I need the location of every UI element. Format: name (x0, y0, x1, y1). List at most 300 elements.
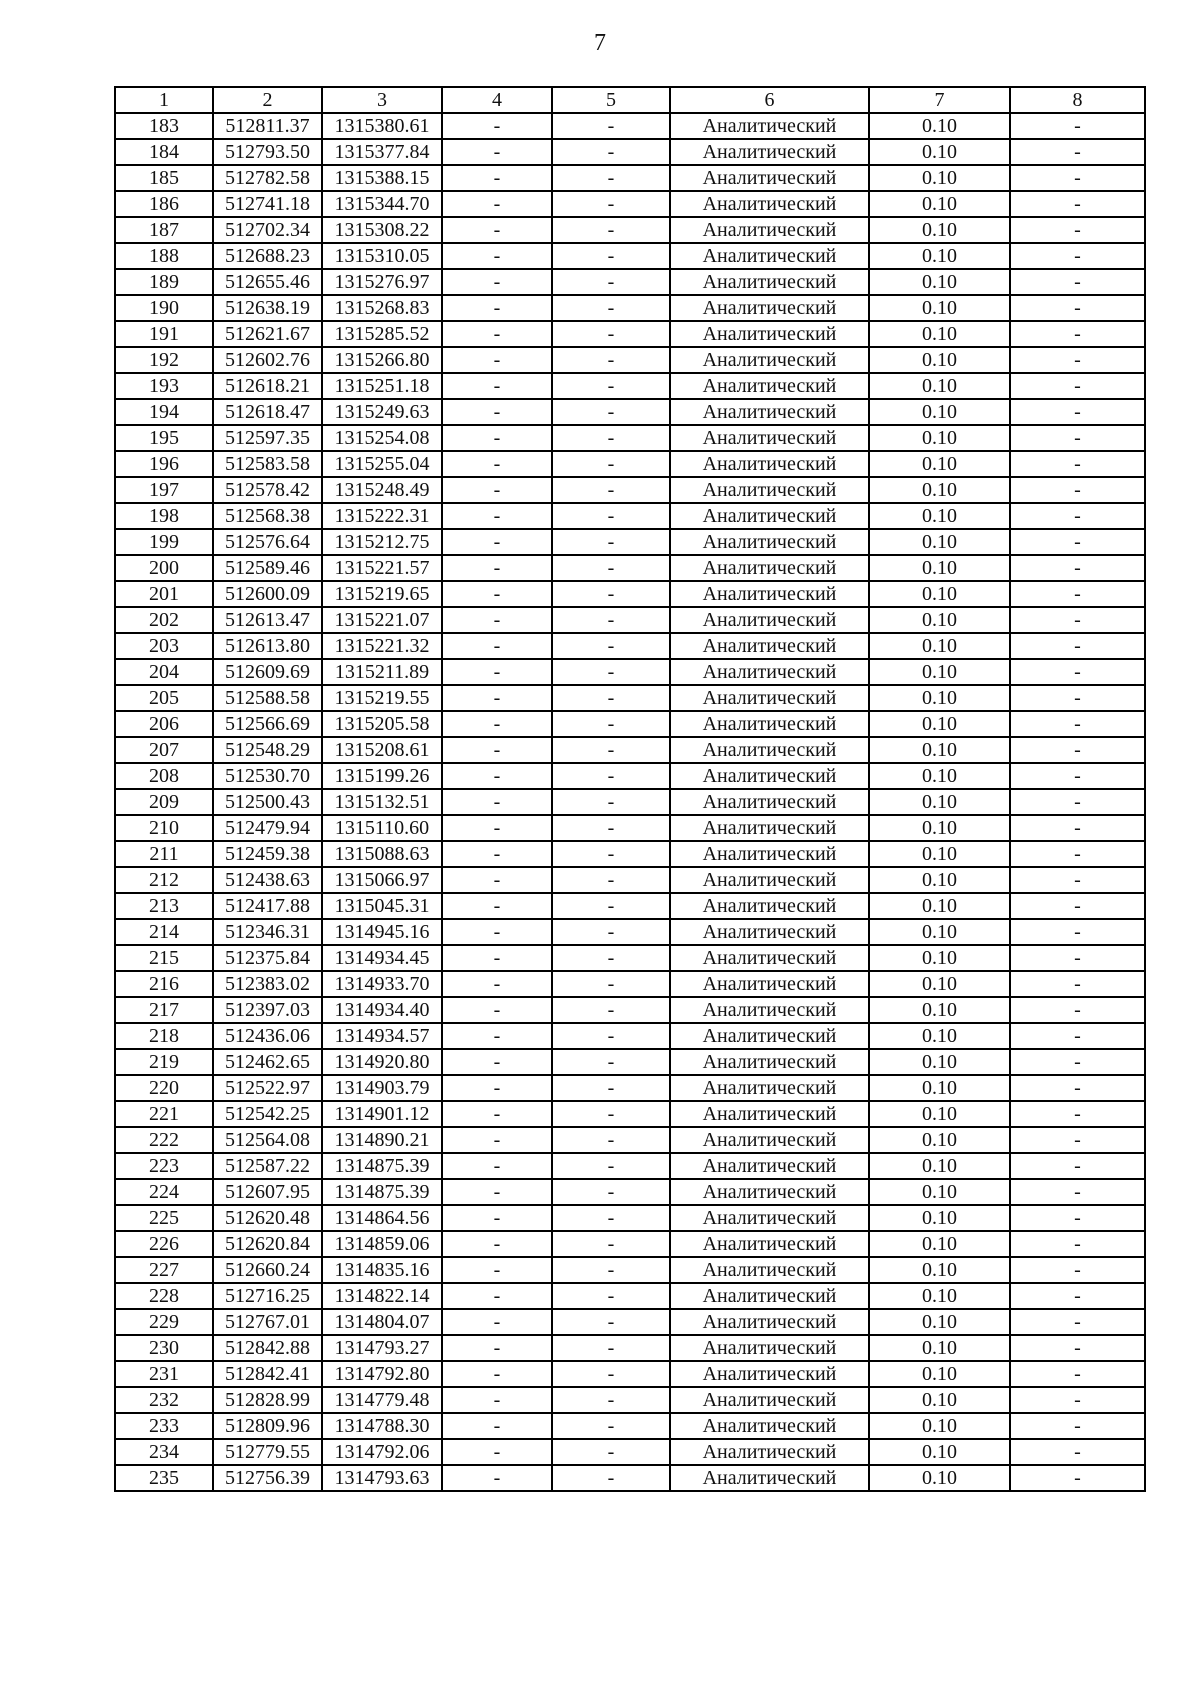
column-5-cell: - (552, 347, 670, 373)
accuracy-cell: 0.10 (869, 347, 1010, 373)
y-coordinate-cell: 1315222.31 (322, 503, 442, 529)
x-coordinate-cell: 512688.23 (213, 243, 322, 269)
column-4-cell: - (442, 191, 552, 217)
point-number-cell: 194 (115, 399, 213, 425)
y-coordinate-cell: 1314933.70 (322, 971, 442, 997)
x-coordinate-cell: 512793.50 (213, 139, 322, 165)
column-8-cell: - (1010, 919, 1145, 945)
column-8-cell: - (1010, 1439, 1145, 1465)
column-5-cell: - (552, 165, 670, 191)
column-5-cell: - (552, 1413, 670, 1439)
method-cell: Аналитический (670, 1127, 869, 1153)
point-number-cell: 215 (115, 945, 213, 971)
method-cell: Аналитический (670, 1049, 869, 1075)
point-number-cell: 227 (115, 1257, 213, 1283)
x-coordinate-cell: 512602.76 (213, 347, 322, 373)
method-cell: Аналитический (670, 841, 869, 867)
x-coordinate-cell: 512741.18 (213, 191, 322, 217)
column-8-cell: - (1010, 451, 1145, 477)
column-8-cell: - (1010, 1257, 1145, 1283)
table-row (115, 1413, 1145, 1439)
table-row (115, 139, 1145, 165)
accuracy-cell: 0.10 (869, 945, 1010, 971)
column-8-cell: - (1010, 1231, 1145, 1257)
column-header: 5 (552, 87, 670, 113)
column-8-cell: - (1010, 529, 1145, 555)
column-4-cell: - (442, 165, 552, 191)
column-5-cell: - (552, 113, 670, 139)
point-number-cell: 184 (115, 139, 213, 165)
x-coordinate-cell: 512583.58 (213, 451, 322, 477)
accuracy-cell: 0.10 (869, 685, 1010, 711)
x-coordinate-cell: 512459.38 (213, 841, 322, 867)
x-coordinate-cell: 512500.43 (213, 789, 322, 815)
table-row (115, 1465, 1145, 1491)
accuracy-cell: 0.10 (869, 607, 1010, 633)
x-coordinate-cell: 512588.58 (213, 685, 322, 711)
accuracy-cell: 0.10 (869, 659, 1010, 685)
method-cell: Аналитический (670, 1179, 869, 1205)
y-coordinate-cell: 1315344.70 (322, 191, 442, 217)
accuracy-cell: 0.10 (869, 581, 1010, 607)
point-number-cell: 214 (115, 919, 213, 945)
column-4-cell: - (442, 841, 552, 867)
column-8-cell: - (1010, 1465, 1145, 1491)
accuracy-cell: 0.10 (869, 1231, 1010, 1257)
column-4-cell: - (442, 1361, 552, 1387)
column-5-cell: - (552, 529, 670, 555)
point-number-cell: 193 (115, 373, 213, 399)
point-number-cell: 190 (115, 295, 213, 321)
table-row (115, 815, 1145, 841)
column-8-cell: - (1010, 893, 1145, 919)
accuracy-cell: 0.10 (869, 503, 1010, 529)
x-coordinate-cell: 512609.69 (213, 659, 322, 685)
point-number-cell: 231 (115, 1361, 213, 1387)
y-coordinate-cell: 1314903.79 (322, 1075, 442, 1101)
y-coordinate-cell: 1314804.07 (322, 1309, 442, 1335)
column-8-cell: - (1010, 1205, 1145, 1231)
accuracy-cell: 0.10 (869, 451, 1010, 477)
point-number-cell: 203 (115, 633, 213, 659)
x-coordinate-cell: 512618.47 (213, 399, 322, 425)
table-row (115, 1309, 1145, 1335)
accuracy-cell: 0.10 (869, 763, 1010, 789)
accuracy-cell: 0.10 (869, 113, 1010, 139)
accuracy-cell: 0.10 (869, 1127, 1010, 1153)
table-row (115, 867, 1145, 893)
method-cell: Аналитический (670, 1075, 869, 1101)
column-4-cell: - (442, 581, 552, 607)
method-cell: Аналитический (670, 503, 869, 529)
accuracy-cell: 0.10 (869, 737, 1010, 763)
table-row (115, 581, 1145, 607)
accuracy-cell: 0.10 (869, 1257, 1010, 1283)
column-5-cell: - (552, 633, 670, 659)
table-row (115, 321, 1145, 347)
accuracy-cell: 0.10 (869, 295, 1010, 321)
point-number-cell: 229 (115, 1309, 213, 1335)
y-coordinate-cell: 1315251.18 (322, 373, 442, 399)
table-row (115, 1049, 1145, 1075)
point-number-cell: 216 (115, 971, 213, 997)
column-5-cell: - (552, 269, 670, 295)
column-8-cell: - (1010, 399, 1145, 425)
accuracy-cell: 0.10 (869, 1387, 1010, 1413)
y-coordinate-cell: 1315219.65 (322, 581, 442, 607)
column-5-cell: - (552, 321, 670, 347)
table-row (115, 1257, 1145, 1283)
point-number-cell: 191 (115, 321, 213, 347)
method-cell: Аналитический (670, 425, 869, 451)
y-coordinate-cell: 1315205.58 (322, 711, 442, 737)
column-4-cell: - (442, 555, 552, 581)
column-8-cell: - (1010, 815, 1145, 841)
column-4-cell: - (442, 1231, 552, 1257)
column-5-cell: - (552, 1153, 670, 1179)
column-8-cell: - (1010, 139, 1145, 165)
column-4-cell: - (442, 893, 552, 919)
column-5-cell: - (552, 893, 670, 919)
accuracy-cell: 0.10 (869, 191, 1010, 217)
method-cell: Аналитический (670, 1465, 869, 1491)
y-coordinate-cell: 1314788.30 (322, 1413, 442, 1439)
y-coordinate-cell: 1314864.56 (322, 1205, 442, 1231)
accuracy-cell: 0.10 (869, 893, 1010, 919)
column-8-cell: - (1010, 477, 1145, 503)
point-number-cell: 211 (115, 841, 213, 867)
column-4-cell: - (442, 1049, 552, 1075)
column-8-cell: - (1010, 1335, 1145, 1361)
point-number-cell: 220 (115, 1075, 213, 1101)
point-number-cell: 221 (115, 1101, 213, 1127)
table-row (115, 1205, 1145, 1231)
table-row (115, 1127, 1145, 1153)
column-8-cell: - (1010, 685, 1145, 711)
method-cell: Аналитический (670, 217, 869, 243)
y-coordinate-cell: 1314822.14 (322, 1283, 442, 1309)
column-5-cell: - (552, 945, 670, 971)
column-5-cell: - (552, 1179, 670, 1205)
column-header: 3 (322, 87, 442, 113)
accuracy-cell: 0.10 (869, 425, 1010, 451)
method-cell: Аналитический (670, 1387, 869, 1413)
method-cell: Аналитический (670, 971, 869, 997)
table-row (115, 217, 1145, 243)
point-number-cell: 188 (115, 243, 213, 269)
column-5-cell: - (552, 841, 670, 867)
x-coordinate-cell: 512578.42 (213, 477, 322, 503)
x-coordinate-cell: 512462.65 (213, 1049, 322, 1075)
x-coordinate-cell: 512530.70 (213, 763, 322, 789)
column-5-cell: - (552, 581, 670, 607)
point-number-cell: 195 (115, 425, 213, 451)
point-number-cell: 183 (115, 113, 213, 139)
x-coordinate-cell: 512842.88 (213, 1335, 322, 1361)
table-row (115, 685, 1145, 711)
accuracy-cell: 0.10 (869, 529, 1010, 555)
column-8-cell: - (1010, 841, 1145, 867)
column-8-cell: - (1010, 737, 1145, 763)
column-8-cell: - (1010, 1075, 1145, 1101)
method-cell: Аналитический (670, 1361, 869, 1387)
method-cell: Аналитический (670, 1335, 869, 1361)
column-8-cell: - (1010, 555, 1145, 581)
x-coordinate-cell: 512438.63 (213, 867, 322, 893)
y-coordinate-cell: 1315219.55 (322, 685, 442, 711)
table-row (115, 997, 1145, 1023)
table-row (115, 555, 1145, 581)
method-cell: Аналитический (670, 1101, 869, 1127)
table-row (115, 503, 1145, 529)
column-8-cell: - (1010, 347, 1145, 373)
column-5-cell: - (552, 1049, 670, 1075)
x-coordinate-cell: 512782.58 (213, 165, 322, 191)
accuracy-cell: 0.10 (869, 789, 1010, 815)
table-row (115, 1101, 1145, 1127)
column-5-cell: - (552, 1101, 670, 1127)
y-coordinate-cell: 1315088.63 (322, 841, 442, 867)
point-number-cell: 205 (115, 685, 213, 711)
table-row (115, 633, 1145, 659)
column-5-cell: - (552, 139, 670, 165)
column-header: 4 (442, 87, 552, 113)
column-5-cell: - (552, 737, 670, 763)
y-coordinate-cell: 1314779.48 (322, 1387, 442, 1413)
accuracy-cell: 0.10 (869, 217, 1010, 243)
point-number-cell: 210 (115, 815, 213, 841)
column-4-cell: - (442, 1283, 552, 1309)
method-cell: Аналитический (670, 945, 869, 971)
accuracy-cell: 0.10 (869, 139, 1010, 165)
table-row (115, 1335, 1145, 1361)
x-coordinate-cell: 512479.94 (213, 815, 322, 841)
column-4-cell: - (442, 1387, 552, 1413)
column-4-cell: - (442, 1439, 552, 1465)
column-5-cell: - (552, 711, 670, 737)
table-row (115, 841, 1145, 867)
column-8-cell: - (1010, 165, 1145, 191)
column-5-cell: - (552, 1127, 670, 1153)
method-cell: Аналитический (670, 1023, 869, 1049)
column-4-cell: - (442, 945, 552, 971)
x-coordinate-cell: 512397.03 (213, 997, 322, 1023)
accuracy-cell: 0.10 (869, 633, 1010, 659)
column-5-cell: - (552, 1205, 670, 1231)
y-coordinate-cell: 1314890.21 (322, 1127, 442, 1153)
column-4-cell: - (442, 1153, 552, 1179)
method-cell: Аналитический (670, 997, 869, 1023)
column-5-cell: - (552, 243, 670, 269)
y-coordinate-cell: 1314934.57 (322, 1023, 442, 1049)
column-4-cell: - (442, 477, 552, 503)
column-4-cell: - (442, 997, 552, 1023)
point-number-cell: 199 (115, 529, 213, 555)
y-coordinate-cell: 1315212.75 (322, 529, 442, 555)
column-8-cell: - (1010, 1153, 1145, 1179)
point-number-cell: 232 (115, 1387, 213, 1413)
x-coordinate-cell: 512660.24 (213, 1257, 322, 1283)
method-cell: Аналитический (670, 555, 869, 581)
table-row (115, 269, 1145, 295)
y-coordinate-cell: 1314945.16 (322, 919, 442, 945)
column-header: 6 (670, 87, 869, 113)
point-number-cell: 202 (115, 607, 213, 633)
accuracy-cell: 0.10 (869, 165, 1010, 191)
point-number-cell: 226 (115, 1231, 213, 1257)
column-8-cell: - (1010, 269, 1145, 295)
method-cell: Аналитический (670, 581, 869, 607)
method-cell: Аналитический (670, 815, 869, 841)
x-coordinate-cell: 512375.84 (213, 945, 322, 971)
accuracy-cell: 0.10 (869, 1153, 1010, 1179)
table-row (115, 529, 1145, 555)
method-cell: Аналитический (670, 1231, 869, 1257)
method-cell: Аналитический (670, 659, 869, 685)
table-row (115, 451, 1145, 477)
y-coordinate-cell: 1315308.22 (322, 217, 442, 243)
x-coordinate-cell: 512613.47 (213, 607, 322, 633)
column-5-cell: - (552, 503, 670, 529)
table-row (115, 295, 1145, 321)
y-coordinate-cell: 1315199.26 (322, 763, 442, 789)
accuracy-cell: 0.10 (869, 1179, 1010, 1205)
accuracy-cell: 0.10 (869, 269, 1010, 295)
y-coordinate-cell: 1314859.06 (322, 1231, 442, 1257)
table-row (115, 659, 1145, 685)
x-coordinate-cell: 512842.41 (213, 1361, 322, 1387)
point-number-cell: 217 (115, 997, 213, 1023)
table-row (115, 1361, 1145, 1387)
column-5-cell: - (552, 477, 670, 503)
accuracy-cell: 0.10 (869, 477, 1010, 503)
y-coordinate-cell: 1315066.97 (322, 867, 442, 893)
point-number-cell: 200 (115, 555, 213, 581)
column-8-cell: - (1010, 1283, 1145, 1309)
table-row (115, 243, 1145, 269)
table-row (115, 971, 1145, 997)
accuracy-cell: 0.10 (869, 1439, 1010, 1465)
x-coordinate-cell: 512702.34 (213, 217, 322, 243)
y-coordinate-cell: 1315255.04 (322, 451, 442, 477)
accuracy-cell: 0.10 (869, 815, 1010, 841)
table-row (115, 373, 1145, 399)
x-coordinate-cell: 512716.25 (213, 1283, 322, 1309)
column-5-cell: - (552, 867, 670, 893)
x-coordinate-cell: 512811.37 (213, 113, 322, 139)
point-number-cell: 234 (115, 1439, 213, 1465)
accuracy-cell: 0.10 (869, 1101, 1010, 1127)
column-8-cell: - (1010, 113, 1145, 139)
table-row (115, 1023, 1145, 1049)
table-row (115, 113, 1145, 139)
column-5-cell: - (552, 815, 670, 841)
column-8-cell: - (1010, 1361, 1145, 1387)
point-number-cell: 208 (115, 763, 213, 789)
x-coordinate-cell: 512638.19 (213, 295, 322, 321)
x-coordinate-cell: 512621.67 (213, 321, 322, 347)
method-cell: Аналитический (670, 789, 869, 815)
table-row (115, 165, 1145, 191)
x-coordinate-cell: 512809.96 (213, 1413, 322, 1439)
y-coordinate-cell: 1315132.51 (322, 789, 442, 815)
x-coordinate-cell: 512568.38 (213, 503, 322, 529)
table-row (115, 1439, 1145, 1465)
x-coordinate-cell: 512564.08 (213, 1127, 322, 1153)
x-coordinate-cell: 512655.46 (213, 269, 322, 295)
column-header: 1 (115, 87, 213, 113)
y-coordinate-cell: 1314934.45 (322, 945, 442, 971)
accuracy-cell: 0.10 (869, 919, 1010, 945)
point-number-cell: 213 (115, 893, 213, 919)
column-4-cell: - (442, 451, 552, 477)
y-coordinate-cell: 1315110.60 (322, 815, 442, 841)
method-cell: Аналитический (670, 1309, 869, 1335)
method-cell: Аналитический (670, 711, 869, 737)
y-coordinate-cell: 1314835.16 (322, 1257, 442, 1283)
method-cell: Аналитический (670, 373, 869, 399)
column-4-cell: - (442, 685, 552, 711)
column-8-cell: - (1010, 763, 1145, 789)
column-8-cell: - (1010, 191, 1145, 217)
y-coordinate-cell: 1314793.63 (322, 1465, 442, 1491)
table-row (115, 945, 1145, 971)
method-cell: Аналитический (670, 113, 869, 139)
column-4-cell: - (442, 1179, 552, 1205)
column-4-cell: - (442, 789, 552, 815)
method-cell: Аналитический (670, 633, 869, 659)
table-row (115, 1387, 1145, 1413)
point-number-cell: 204 (115, 659, 213, 685)
column-5-cell: - (552, 295, 670, 321)
method-cell: Аналитический (670, 243, 869, 269)
x-coordinate-cell: 512542.25 (213, 1101, 322, 1127)
y-coordinate-cell: 1315221.32 (322, 633, 442, 659)
method-cell: Аналитический (670, 1283, 869, 1309)
x-coordinate-cell: 512548.29 (213, 737, 322, 763)
x-coordinate-cell: 512417.88 (213, 893, 322, 919)
accuracy-cell: 0.10 (869, 1413, 1010, 1439)
column-4-cell: - (442, 295, 552, 321)
coordinates-table (114, 86, 1146, 1492)
column-5-cell: - (552, 1283, 670, 1309)
column-8-cell: - (1010, 789, 1145, 815)
column-5-cell: - (552, 425, 670, 451)
column-8-cell: - (1010, 1413, 1145, 1439)
point-number-cell: 196 (115, 451, 213, 477)
column-8-cell: - (1010, 1179, 1145, 1205)
table-row (115, 1179, 1145, 1205)
column-4-cell: - (442, 711, 552, 737)
column-4-cell: - (442, 425, 552, 451)
column-8-cell: - (1010, 503, 1145, 529)
table-row (115, 919, 1145, 945)
accuracy-cell: 0.10 (869, 1283, 1010, 1309)
column-5-cell: - (552, 919, 670, 945)
column-header: 7 (869, 87, 1010, 113)
column-5-cell: - (552, 451, 670, 477)
column-5-cell: - (552, 685, 670, 711)
table-row (115, 1231, 1145, 1257)
column-5-cell: - (552, 373, 670, 399)
point-number-cell: 209 (115, 789, 213, 815)
column-4-cell: - (442, 1075, 552, 1101)
column-5-cell: - (552, 997, 670, 1023)
column-4-cell: - (442, 373, 552, 399)
accuracy-cell: 0.10 (869, 1361, 1010, 1387)
y-coordinate-cell: 1315221.07 (322, 607, 442, 633)
x-coordinate-cell: 512383.02 (213, 971, 322, 997)
